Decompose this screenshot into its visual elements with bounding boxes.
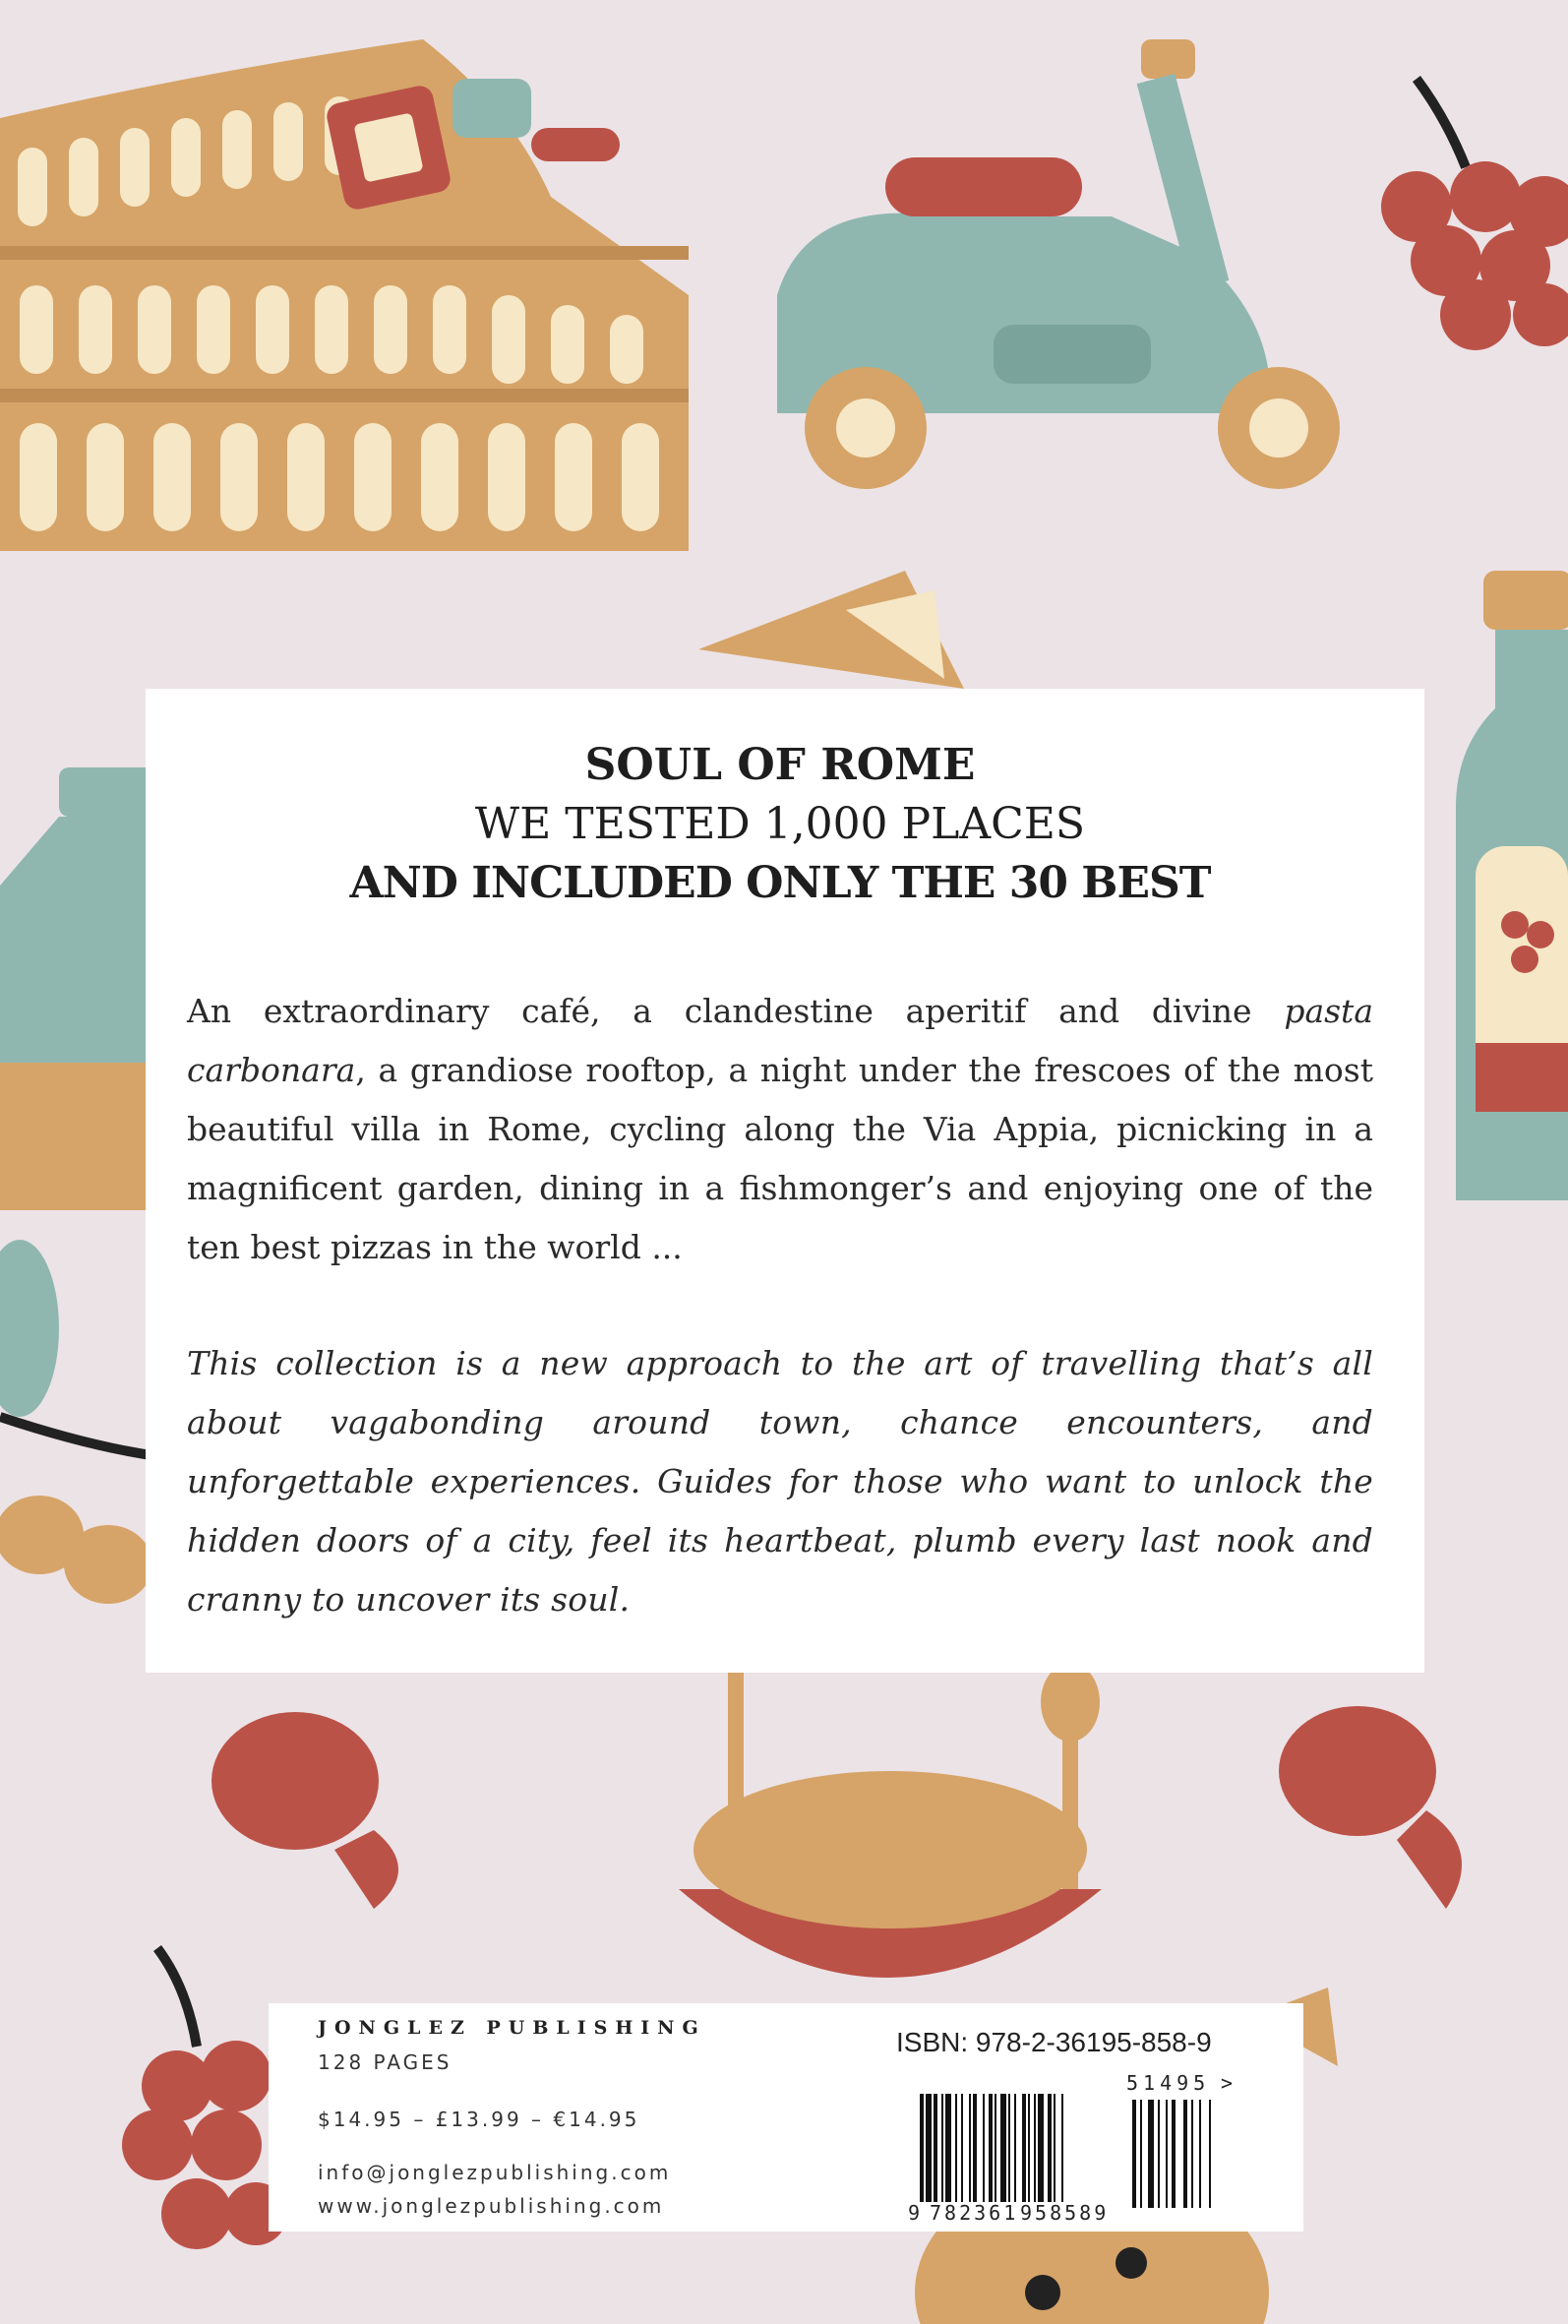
barcode-addon-bar: [1148, 2100, 1154, 2208]
barcode-bar: [926, 2094, 932, 2202]
spaghetti-bowl-icon: [679, 1663, 1102, 1978]
barcode-bar: [961, 2094, 963, 2202]
scooter-icon: [777, 39, 1340, 489]
barcode-bar: [973, 2094, 977, 2202]
barcode-bar: [989, 2094, 993, 2202]
description-text-start: An extraordinary café, a clandestine aperitif and divine: [187, 992, 1285, 1030]
barcode-bar: [1038, 2094, 1044, 2202]
barcode-addon-bar: [1172, 2100, 1176, 2208]
barcode-bar: [934, 2094, 937, 2202]
website-address: www.jonglezpublishing.com: [318, 2194, 665, 2218]
book-title: SOUL OF ROME: [584, 740, 976, 790]
barcode-bar: [1014, 2094, 1016, 2202]
publisher-info-box: [269, 2003, 1303, 2232]
barcode-addon-bar: [1166, 2100, 1168, 2208]
book-subtitle: WE TESTED 1,000 PLACES: [474, 799, 1086, 849]
barcode-bar: [969, 2094, 971, 2202]
barcode-left-digits: 782361: [930, 2201, 1019, 2225]
collection-paragraph: This collection is a new approach to the art of travelling that’s all about vagabonding around town, chance encounters, and unforgettable experiences. Guides for those who want to unlock the hidden doors of a city, feel its heartbeat, plumb every last nook and cranny to uncover its soul.: [187, 1344, 1373, 1619]
barcode-bar: [1061, 2094, 1063, 2202]
barcode-addon-bar: [1132, 2100, 1136, 2208]
barcode-bar: [995, 2094, 996, 2202]
barcode-right-digits: 958589: [1020, 2201, 1110, 2225]
barcode-addon-bar: [1183, 2100, 1187, 2208]
page-count: 128 PAGES: [318, 2050, 452, 2074]
barcode-bar: [945, 2094, 951, 2202]
cheese-icon: [698, 571, 964, 689]
barcode-bar: [955, 2094, 957, 2202]
isbn-label: ISBN: 978-2-36195-858-9: [896, 2027, 1212, 2057]
barcode-bar: [1048, 2094, 1052, 2202]
barcode-bar: [1000, 2094, 1006, 2202]
barcode-addon-bar: [1191, 2100, 1193, 2208]
description-italic-dish: pasta carbonara: [187, 992, 1373, 1089]
description-text-end: , a grandiose rooftop, a night under the frescoes of the most beautiful villa in Rome, cycling along the Via Appia, picnicking in a magnificent garden, dining in a fishmonger’s and enjoying one of the ten best pizzas in the world ...: [187, 1051, 1373, 1266]
email-address: info@jonglezpublishing.com: [318, 2161, 672, 2184]
barcode-bar: [920, 2094, 924, 2202]
wine-bottle-icon: [1456, 571, 1568, 1200]
barcode-bar: [941, 2094, 943, 2202]
barcode-addon-bar: [1140, 2100, 1142, 2208]
barcode-bar: [983, 2094, 985, 2202]
barcode-addon-bar: [1158, 2100, 1160, 2208]
barcode-bar: [1034, 2094, 1036, 2202]
grapes-icon: [1381, 79, 1568, 350]
book-tagline: AND INCLUDED ONLY THE 30 BEST: [349, 858, 1211, 908]
description-panel: [146, 689, 1424, 1673]
price-list: $14.95 – £13.99 – €14.95: [318, 2108, 640, 2131]
publisher-name: JONGLEZ PUBLISHING: [318, 2017, 706, 2039]
description-paragraph: [187, 982, 1373, 1277]
price-code-arrow: >: [1221, 2071, 1234, 2095]
barcode-addon-bar: [1199, 2100, 1201, 2208]
barcode-bar: [1022, 2094, 1026, 2202]
barcode-addon-bar: [1209, 2100, 1211, 2208]
barcode-first-digit: 9: [908, 2201, 921, 2225]
grapes-icon: [122, 1948, 287, 2249]
barcode-bar: [1028, 2094, 1030, 2202]
barcode-bar: [1054, 2094, 1055, 2202]
barcode-icon: [908, 2064, 1252, 2232]
barcode-bar: [1008, 2094, 1010, 2202]
price-code: 51495: [1126, 2071, 1211, 2095]
olive-branch-icon: [0, 1240, 157, 1604]
